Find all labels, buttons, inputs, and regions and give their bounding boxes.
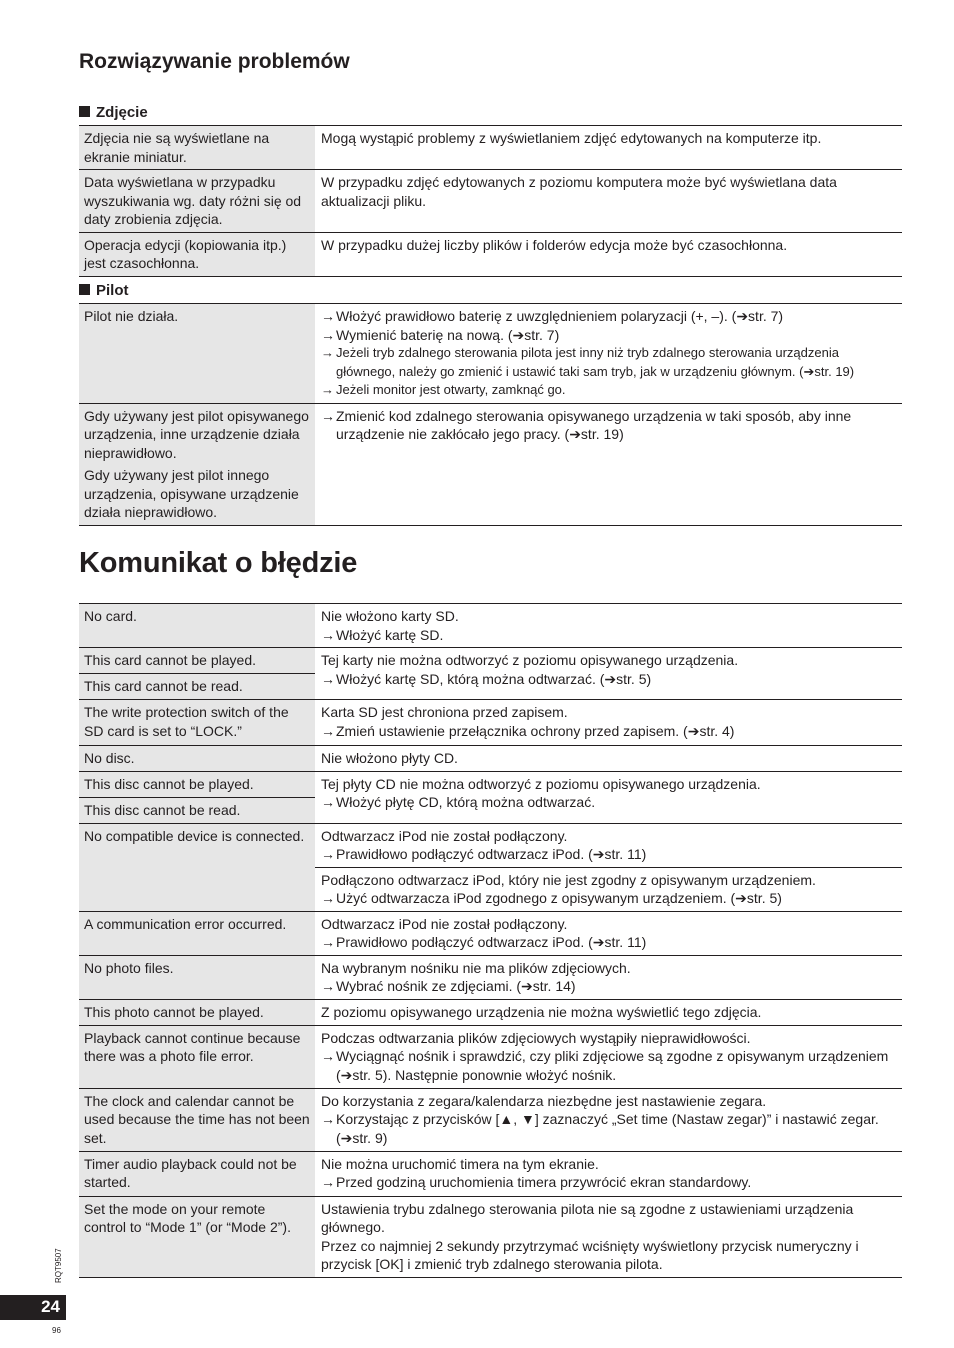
- arrow-icon: →: [321, 626, 335, 643]
- message-cell: This photo cannot be played.: [79, 999, 315, 1025]
- arrow-icon: →: [321, 1048, 335, 1064]
- error-messages-title: Komunikat o błędzie: [79, 547, 358, 579]
- arrow-icon: →: [321, 326, 335, 343]
- table-row: [79, 1196, 902, 1277]
- arrow-icon: →: [321, 978, 335, 994]
- list-item: →Włożyć płytę CD, którą można odtwarzać.: [321, 794, 596, 810]
- table-row: [79, 999, 902, 1025]
- solution-cell: [315, 304, 902, 404]
- arrow-icon: →: [321, 1111, 335, 1127]
- table-row: [79, 955, 902, 999]
- table-row: [79, 232, 902, 276]
- table-row: [79, 911, 902, 955]
- arrow-icon: →: [321, 846, 335, 862]
- error-messages-table: [79, 603, 902, 1278]
- arrow-icon: →: [321, 670, 335, 687]
- list-item: → Jeżeli tryb zdalnego sterowania pilota jest inny niż tryb zdalnego sterowania urządzenia głównego, należy go zmienić i ustawić taki sam tryb, jak w urządzeniu głównym. (➔str. 19): [321, 345, 855, 379]
- list-item: →Włożyć kartę SD, którą można odtwarzać. (➔str. 5): [321, 670, 652, 687]
- solution-cell: Z poziomu opisywanego urządzenia nie można wyświetlić tego zdjęcia.: [315, 999, 902, 1025]
- message-cell: This card cannot be read.: [79, 674, 315, 700]
- list-item: →Prawidłowo podłączyć odtwarzacz iPod. (➔str. 11): [321, 846, 647, 862]
- list-item: →Użyć odtwarzacza iPod zgodnego z opisywanym urządzeniem. (➔str. 5): [321, 890, 782, 906]
- arrow-icon: →: [321, 345, 334, 360]
- section-heading-photo: Zdjęcie: [79, 104, 148, 121]
- arrow-icon: →: [321, 407, 335, 424]
- table-row: [79, 604, 902, 648]
- solution-cell: Nie można uruchomić timera na tym ekranie. →Przed godziną uruchomienia timera przywrócić ekran standardowy.: [315, 1151, 902, 1196]
- section-heading-remote: Pilot: [79, 282, 129, 299]
- photo-troubleshooting-table: [79, 125, 902, 277]
- table-row: [79, 126, 902, 170]
- message-cell: Playback cannot continue because there was a photo file error.: [79, 1025, 315, 1088]
- arrow-icon: →: [321, 1174, 335, 1190]
- solution-cell: W przypadku dużej liczby plików i folderów edycja może być czasochłonna.: [315, 232, 902, 276]
- solution-cell: Do korzystania z zegara/kalendarza niezbędne jest nastawienie zegara. →Korzystając z przycisków [▲, ▼] zaznaczyć „Set time (Nastaw zegar)” i nastawić zegar. (➔str. 9): [315, 1088, 902, 1151]
- table-row: [79, 1088, 902, 1151]
- message-cell: No compatible device is connected.: [79, 823, 315, 911]
- solution-cell: Odtwarzacz iPod nie został podłączony. →Prawidłowo podłączyć odtwarzacz iPod. (➔str. 11): [315, 823, 902, 867]
- list-item: →Przed godziną uruchomienia timera przywrócić ekran standardowy.: [321, 1174, 752, 1190]
- list-item: →Zmień ustawienie przełącznika ochrony przed zapisem. (➔str. 4): [321, 722, 735, 739]
- list-item: →Wymienić baterię na nową. (➔str. 7): [321, 326, 560, 343]
- solution-cell: W przypadku zdjęć edytowanych z poziomu komputera może być wyświetlana data aktualizacji pliku.: [315, 170, 902, 233]
- solution-cell: Ustawienia trybu zdalnego sterowania pilota nie są zgodne z ustawieniami urządzenia głównego. Przez co najmniej 2 sekundy przytrzymać wciśnięty wyświetlony przycisk numeryczny i przycisk [OK] i zmienić tryb zdalnego sterowania pilota.: [315, 1196, 902, 1277]
- list-item: →Włożyć kartę SD.: [321, 626, 444, 643]
- table-row: [79, 823, 902, 867]
- arrow-icon: →: [321, 308, 335, 324]
- message-cell: The write protection switch of the SD card is set to “LOCK.”: [79, 700, 315, 746]
- solution-cell: Odtwarzacz iPod nie został podłączony. →Prawidłowo podłączyć odtwarzacz iPod. (➔str. 11): [315, 911, 902, 955]
- table-row: [79, 771, 902, 797]
- solution-cell: [315, 403, 902, 525]
- message-cell: Set the mode on your remote control to “Mode 1” (or “Mode 2”).: [79, 1196, 315, 1277]
- list-item: →Zmienić kod zdalnego sterowania opisywanego urządzenia w taki sposób, aby inne urządzenie nie zakłócało jego pracy. (➔str. 19): [321, 407, 852, 442]
- problem-text: Gdy używany jest pilot innego urządzenia, opisywane urządzenie działa nieprawidłowo.: [84, 467, 299, 520]
- solution-cell: Tej płyty CD nie można odtworzyć z poziomu opisywanego urządzenia. →Włożyć płytę CD, którą można odtwarzać.: [315, 771, 902, 823]
- solution-cell: Tej karty nie można odtworzyć z poziomu opisywanego urządzenia. →Włożyć kartę SD, którą można odtwarzać. (➔str. 5): [315, 648, 902, 700]
- message-cell: No disc.: [79, 746, 315, 772]
- message-cell: This disc cannot be played.: [79, 771, 315, 797]
- list-item: →Wyciągnąć nośnik i sprawdzić, czy pliki zdjęciowe są zgodne z opisywanym urządzeniem (➔str. 5). Następnie ponownie włożyć nośnik.: [321, 1048, 889, 1083]
- remote-troubleshooting-table: [79, 303, 902, 526]
- solution-cell: Mogą wystąpić problemy z wyświetlaniem zdjęć edytowanych na komputerze itp.: [315, 126, 902, 170]
- problem-text: Gdy używany jest pilot opisywanego urządzenia, inne urządzenie działa nieprawidłowo.: [84, 407, 309, 461]
- problem-cell: Zdjęcia nie są wyświetlane na ekranie miniatur.: [79, 126, 315, 170]
- arrow-icon: →: [321, 890, 335, 906]
- square-bullet-icon: [79, 106, 90, 117]
- table-row: [79, 170, 902, 233]
- list-item: →Korzystając z przycisków [▲, ▼] zaznaczyć „Set time (Nastaw zegar)” i nastawić zegar. (➔str. 9): [321, 1111, 879, 1146]
- message-cell: This card cannot be played.: [79, 648, 315, 674]
- table-row: [79, 403, 902, 525]
- message-cell: A communication error occurred.: [79, 911, 315, 955]
- message-cell: Timer audio playback could not be started.: [79, 1151, 315, 1196]
- table-row: [79, 1151, 902, 1196]
- secondary-page-number: 96: [52, 1326, 61, 1335]
- message-cell: No photo files.: [79, 955, 315, 999]
- solution-cell: Nie włożono karty SD. →Włożyć kartę SD.: [315, 604, 902, 648]
- page-number: 24: [0, 1295, 66, 1320]
- list-item: →Włożyć prawidłowo baterię z uwzględnieniem polaryzacji (+, –). (➔str. 7): [321, 308, 784, 324]
- document-code: RQT9507: [54, 1248, 63, 1283]
- message-cell: This disc cannot be read.: [79, 797, 315, 823]
- solution-cell: Podczas odtwarzania plików zdjęciowych wystąpiły nieprawidłowości. →Wyciągnąć nośnik i sprawdzić, czy pliki zdjęciowe są zgodne z opisywanym urządzeniem (➔str. 5). Następnie ponownie włożyć nośnik.: [315, 1025, 902, 1088]
- message-cell: The clock and calendar cannot be used because the time has not been set.: [79, 1088, 315, 1151]
- arrow-icon: →: [321, 722, 335, 739]
- arrow-icon: →: [321, 794, 335, 810]
- message-cell: No card.: [79, 604, 315, 648]
- table-row: [79, 700, 902, 746]
- table-row: [79, 746, 902, 772]
- problem-cell: Pilot nie działa.: [79, 304, 315, 404]
- problem-cell: Operacja edycji (kopiowania itp.) jest czasochłonna.: [79, 232, 315, 276]
- list-item: →Prawidłowo podłączyć odtwarzacz iPod. (➔str. 11): [321, 934, 647, 950]
- list-item: →Wybrać nośnik ze zdjęciami. (➔str. 14): [321, 978, 576, 994]
- arrow-icon: →: [321, 382, 334, 397]
- solution-cell: Na wybranym nośniku nie ma plików zdjęciowych. →Wybrać nośnik ze zdjęciami. (➔str. 14): [315, 955, 902, 999]
- solution-cell: Nie włożono płyty CD.: [315, 746, 902, 772]
- table-row: [79, 648, 902, 674]
- solution-cell: Karta SD jest chroniona przed zapisem. →Zmień ustawienie przełącznika ochrony przed zapisem. (➔str. 4): [315, 700, 902, 746]
- problem-cell: [79, 403, 315, 525]
- solution-cell: Podłączono odtwarzacz iPod, który nie jest zgodny z opisywanym urządzeniem. →Użyć odtwarzacza iPod zgodnego z opisywanym urządzeniem. (➔str. 5): [315, 867, 902, 911]
- table-row: [79, 1025, 902, 1088]
- list-item: → Jeżeli monitor jest otwarty, zamknąć go.: [321, 381, 897, 400]
- problem-cell: Data wyświetlana w przypadku wyszukiwania wg. daty różni się od daty zrobienia zdjęcia.: [79, 170, 315, 233]
- arrow-icon: →: [321, 934, 335, 950]
- table-row: [79, 304, 902, 404]
- page-title: Rozwiązywanie problemów: [79, 50, 350, 73]
- square-bullet-icon: [79, 284, 90, 295]
